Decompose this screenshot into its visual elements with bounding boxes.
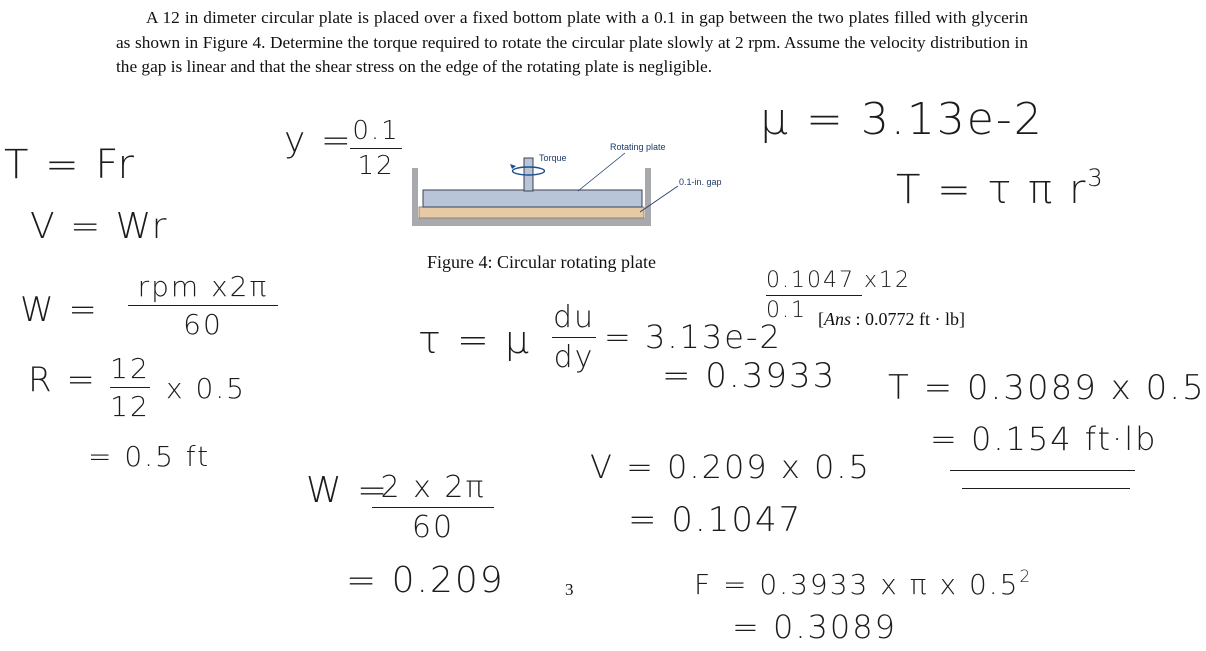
hw-w2-equals: W = [306, 470, 390, 511]
hw-torque-formula-base: T = τ π r [896, 166, 1088, 213]
answer-open: [ [818, 309, 824, 329]
hw-f-calc-base: F = 0.3933 x π x 0.5 [694, 568, 1020, 601]
hw-tau-denominator: 0.1 [766, 298, 807, 323]
hw-w-denominator: 60 [183, 308, 223, 341]
hw-torque-exponent: 3 [1087, 164, 1105, 192]
hw-r-denominator: 12 [110, 390, 150, 423]
answer-label: Ans [824, 309, 851, 329]
hw-t-result: = 0.154 ft·lb [930, 420, 1158, 458]
hw-mu: μ = 3.13e-2 [760, 94, 1044, 145]
hw-w2-fraction [372, 470, 494, 545]
hw-w-equals: W = [20, 290, 99, 330]
glycerin-layer [419, 207, 644, 218]
hw-tau-equals: τ = μ [418, 318, 532, 362]
hw-r-numerator: 12 [110, 352, 150, 385]
hw-y-denominator: 12 [357, 151, 395, 181]
hw-r-multiplier: x 0.5 [166, 372, 246, 405]
hw-w2-result: = 0.209 [346, 560, 505, 601]
hw-y-equals: y = [284, 120, 353, 161]
hw-t-calc: T = 0.3089 x 0.5 [888, 368, 1206, 408]
hw-r-equals: R = [28, 360, 97, 400]
hw-v2-result: = 0.1047 [628, 500, 803, 540]
hw-w-numerator: rpm x2π [137, 270, 269, 303]
hw-r-result: = 0.5 ft [88, 440, 211, 473]
hw-w2-denominator: 60 [411, 510, 455, 545]
label-gap: 0.1-in. gap [679, 177, 722, 187]
problem-text: A 12 in dimeter circular plate is placed over a fixed bottom plate with a 0.1 in gap between the two plates filled with glycerin as shown in Figure 4. Determine the torque required to rotate the circular plate slowly at 2 rpm. Assume the velocity distribution in the gap is linear and that the shear stress on the edge of the rotating plate is negligible. [116, 8, 1028, 76]
hw-du-dy [552, 300, 596, 375]
hw-t-equals-fr: T = Fr [4, 142, 136, 188]
container-base [412, 218, 651, 226]
hw-tau-substitution: = 3.13e-2 [604, 318, 782, 356]
hw-du: du [552, 300, 596, 335]
hw-r-fraction [110, 352, 150, 423]
hw-tau-fraction [766, 268, 911, 323]
hw-f-result: = 0.3089 [732, 608, 897, 646]
hw-y-fraction [350, 116, 402, 181]
page-number: 3 [565, 580, 574, 599]
hw-f-exponent: 2 [1019, 566, 1033, 586]
answer-value: : 0.0772 ft · lb] [851, 309, 965, 329]
container-left-wall [412, 168, 418, 226]
figure-caption: Figure 4: Circular rotating plate [427, 252, 656, 272]
hw-y-numerator: 0.1 [352, 116, 400, 146]
hw-t-underline-2 [962, 488, 1130, 489]
hw-dy: dy [553, 340, 595, 375]
hw-w2-numerator: 2 x 2π [380, 470, 486, 505]
hw-tau-numerator: 0.1047 x12 [766, 268, 911, 293]
label-rotating-plate: Rotating plate [610, 142, 666, 152]
label-torque: Torque [539, 153, 567, 163]
hw-w-fraction [128, 270, 278, 341]
problem-statement [116, 6, 1028, 80]
container-right-wall [645, 168, 651, 226]
rotating-plate [423, 190, 642, 207]
rotating-plate-figure [408, 132, 728, 232]
hw-t-underline-1 [950, 470, 1135, 471]
hw-torque-formula [896, 164, 1105, 213]
hw-v2-equals: V = 0.209 x 0.5 [590, 448, 871, 486]
hw-v-equals-wr: V = Wr [30, 206, 169, 247]
hw-tau-result: = 0.3933 [662, 356, 837, 396]
hw-f-calc [694, 566, 1032, 601]
